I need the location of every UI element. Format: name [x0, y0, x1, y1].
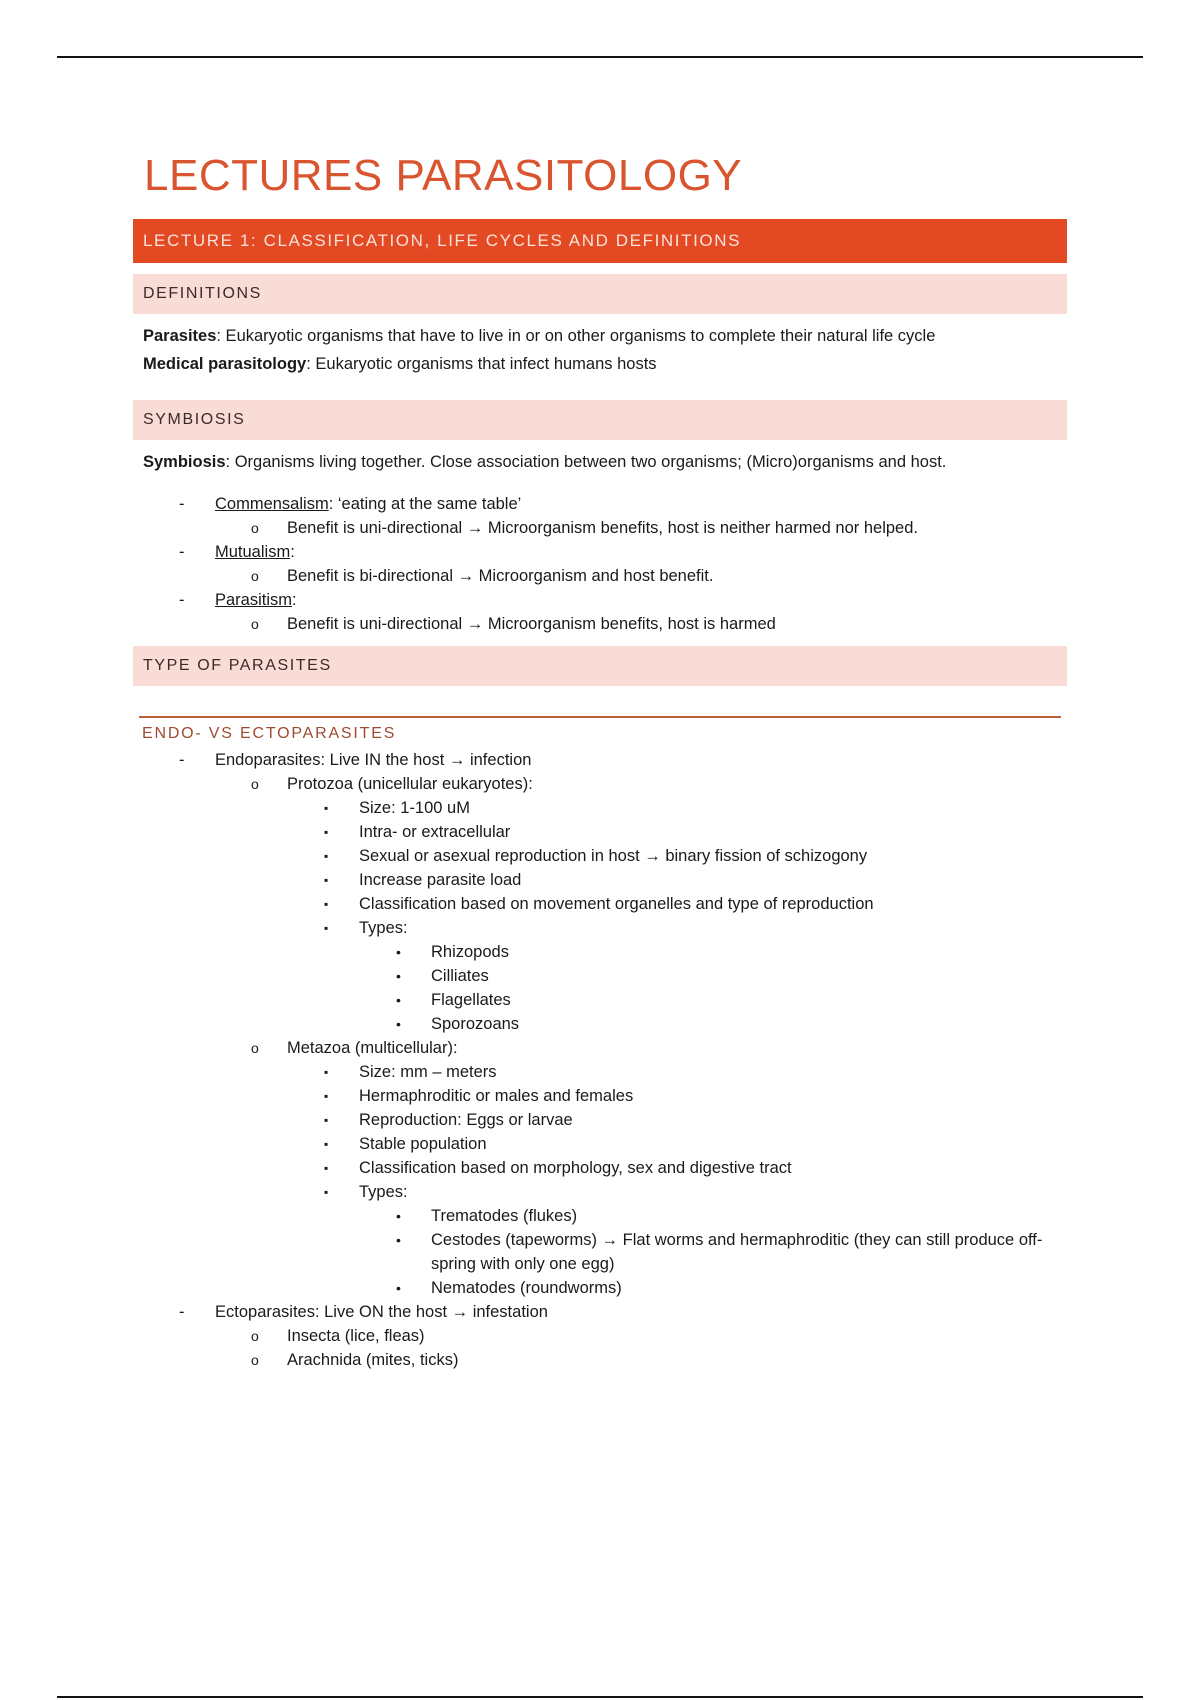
ectoparasites-text: Ectoparasites: Live ON the host → infestation — [215, 1302, 548, 1321]
list-marker: ▪ — [324, 1064, 329, 1079]
list-marker: ▪ — [324, 896, 329, 911]
list-marker: ▪ — [324, 1136, 329, 1151]
list-marker: • — [396, 1279, 401, 1296]
protozoa-item-text: Increase parasite load — [359, 870, 522, 889]
metazoa-type — [133, 1228, 1067, 1276]
list-marker: • — [396, 1207, 401, 1224]
ecto-item-text: Insecta (lice, fleas) — [287, 1326, 425, 1345]
term-parasitism: Parasitism — [215, 590, 293, 609]
list-item-commensalism — [133, 492, 1067, 516]
list-marker: - — [179, 494, 185, 513]
protozoa-text: Protozoa (unicellular eukaryotes): — [287, 774, 533, 793]
metazoa-text: Metazoa (multicellular): — [287, 1038, 458, 1057]
list-marker: • — [396, 943, 401, 960]
protozoa-items — [133, 796, 1067, 940]
mutualism-benefit: Benefit is bi-directional → Microorganism and host benefit. — [287, 566, 714, 585]
list-marker: • — [396, 1231, 401, 1248]
list-marker: ▪ — [324, 1160, 329, 1175]
protozoa-type — [133, 940, 1067, 964]
definition-medical — [143, 350, 1067, 378]
metazoa-item — [133, 1108, 1067, 1132]
protozoa-item-text: Classification based on movement organelles and type of reproduction — [359, 894, 874, 913]
list-item-parasitism — [133, 588, 1067, 612]
symbiosis-list — [133, 492, 1067, 636]
document-title: LECTURES PARASITOLOGY — [144, 151, 743, 200]
metazoa-type — [133, 1204, 1067, 1228]
list-marker: ▪ — [324, 1088, 329, 1103]
list-marker: ▪ — [324, 848, 329, 863]
protozoa-type — [133, 964, 1067, 988]
protozoa-item-text: Types: — [359, 918, 408, 937]
ecto-items — [133, 1324, 1067, 1372]
definition-parasites-text: : Eukaryotic organisms that have to live in or on other organisms to complete their natural life cycle — [216, 326, 936, 345]
protozoa-item — [133, 892, 1067, 916]
protozoa-type-text: Sporozoans — [431, 1014, 520, 1033]
protozoa-item — [133, 916, 1067, 940]
list-marker: o — [251, 615, 259, 632]
metazoa-item — [133, 1060, 1067, 1084]
commensalism-text: : ‘eating at the same table’ — [328, 494, 522, 513]
section-type-of-parasites: TYPE OF PARASITES — [133, 646, 1067, 686]
list-marker: o — [251, 1039, 259, 1056]
list-marker: o — [251, 1327, 259, 1344]
parasitism-text: : — [292, 590, 297, 609]
list-marker: o — [251, 775, 259, 792]
list-marker: - — [179, 1302, 185, 1321]
section-symbiosis: SYMBIOSIS — [133, 400, 1067, 440]
metazoa-type-text: Nematodes (roundworms) — [431, 1278, 622, 1297]
list-item-endoparasites — [133, 748, 1067, 772]
metazoa-item — [133, 1132, 1067, 1156]
list-marker: ▪ — [324, 920, 329, 935]
metazoa-type-text: Cestodes (tapeworms) → Flat worms and hermaphroditic (they can still produce off-spring with only one egg) — [431, 1230, 1043, 1273]
term-mutualism: Mutualism — [215, 542, 291, 561]
metazoa-item — [133, 1180, 1067, 1204]
subheading-endo-ecto: ENDO- VS ECTOPARASITES — [139, 716, 1061, 744]
list-marker: • — [396, 991, 401, 1008]
list-marker: ▪ — [324, 800, 329, 815]
list-marker: ▪ — [324, 824, 329, 839]
metazoa-item — [133, 1156, 1067, 1180]
term-parasites: Parasites — [143, 326, 217, 345]
commensalism-benefit: Benefit is uni-directional → Microorganism benefits, host is neither harmed nor helped. — [287, 518, 918, 537]
list-subitem — [133, 564, 1067, 588]
ecto-item-text: Arachnida (mites, ticks) — [287, 1350, 459, 1369]
protozoa-item-text: Intra- or extracellular — [359, 822, 511, 841]
metazoa-types — [133, 1204, 1067, 1300]
list-marker: • — [396, 1015, 401, 1032]
list-item-metazoa — [133, 1036, 1067, 1060]
list-subitem — [133, 516, 1067, 540]
lecture-heading-bar: LECTURE 1: CLASSIFICATION, LIFE CYCLES AND DEFINITIONS — [133, 219, 1067, 263]
ecto-item — [133, 1348, 1067, 1372]
list-marker: - — [179, 542, 185, 561]
definition-parasites — [143, 322, 1067, 350]
parasitism-benefit: Benefit is uni-directional → Microorganism benefits, host is harmed — [287, 614, 776, 633]
protozoa-item-text: Size: 1-100 uM — [359, 798, 470, 817]
definition-medical-text: : Eukaryotic organisms that infect humans hosts — [306, 354, 657, 373]
protozoa-type-text: Cilliates — [431, 966, 489, 985]
list-marker: ▪ — [324, 1112, 329, 1127]
list-item-ectoparasites — [133, 1300, 1067, 1324]
list-marker: ▪ — [324, 1184, 329, 1199]
list-marker: ▪ — [324, 872, 329, 887]
metazoa-item-text: Hermaphroditic or males and females — [359, 1086, 634, 1105]
symbiosis-definition — [143, 448, 1067, 476]
protozoa-type — [133, 988, 1067, 1012]
protozoa-item — [133, 868, 1067, 892]
metazoa-item-text: Stable population — [359, 1134, 487, 1153]
protozoa-item — [133, 844, 1067, 868]
protozoa-item-text: Sexual or asexual reproduction in host → binary fission of schizogony — [359, 846, 868, 865]
protozoa-type — [133, 1012, 1067, 1036]
bottom-rule — [57, 1696, 1143, 1698]
protozoa-types — [133, 940, 1067, 1036]
protozoa-type-text: Flagellates — [431, 990, 511, 1009]
section-definitions: DEFINITIONS — [133, 274, 1067, 314]
metazoa-type-text: Trematodes (flukes) — [431, 1206, 578, 1225]
list-marker: • — [396, 967, 401, 984]
term-symbiosis: Symbiosis — [143, 452, 226, 471]
list-item-mutualism — [133, 540, 1067, 564]
metazoa-item-text: Reproduction: Eggs or larvae — [359, 1110, 573, 1129]
list-marker: - — [179, 750, 185, 769]
parasite-types-list — [133, 748, 1067, 1372]
metazoa-item-text: Classification based on morphology, sex and digestive tract — [359, 1158, 792, 1177]
metazoa-items — [133, 1060, 1067, 1204]
ecto-item — [133, 1324, 1067, 1348]
metazoa-item — [133, 1084, 1067, 1108]
document-body — [133, 140, 1067, 1372]
list-subitem — [133, 612, 1067, 636]
list-marker: - — [179, 590, 185, 609]
term-commensalism: Commensalism — [215, 494, 329, 513]
list-marker: o — [251, 1351, 259, 1368]
protozoa-type-text: Rhizopods — [431, 942, 509, 961]
term-medical-parasitology: Medical parasitology — [143, 354, 307, 373]
metazoa-type — [133, 1276, 1067, 1300]
list-marker: o — [251, 519, 259, 536]
list-item-protozoa — [133, 772, 1067, 796]
protozoa-item — [133, 820, 1067, 844]
mutualism-text: : — [290, 542, 295, 561]
metazoa-item-text: Size: mm – meters — [359, 1062, 497, 1081]
top-rule — [57, 56, 1143, 58]
metazoa-item-text: Types: — [359, 1182, 408, 1201]
list-marker: o — [251, 567, 259, 584]
symbiosis-text: : Organisms living together. Close association between two organisms; (Micro)organisms and host. — [225, 452, 947, 471]
protozoa-item — [133, 796, 1067, 820]
endoparasites-text: Endoparasites: Live IN the host → infection — [215, 750, 532, 769]
